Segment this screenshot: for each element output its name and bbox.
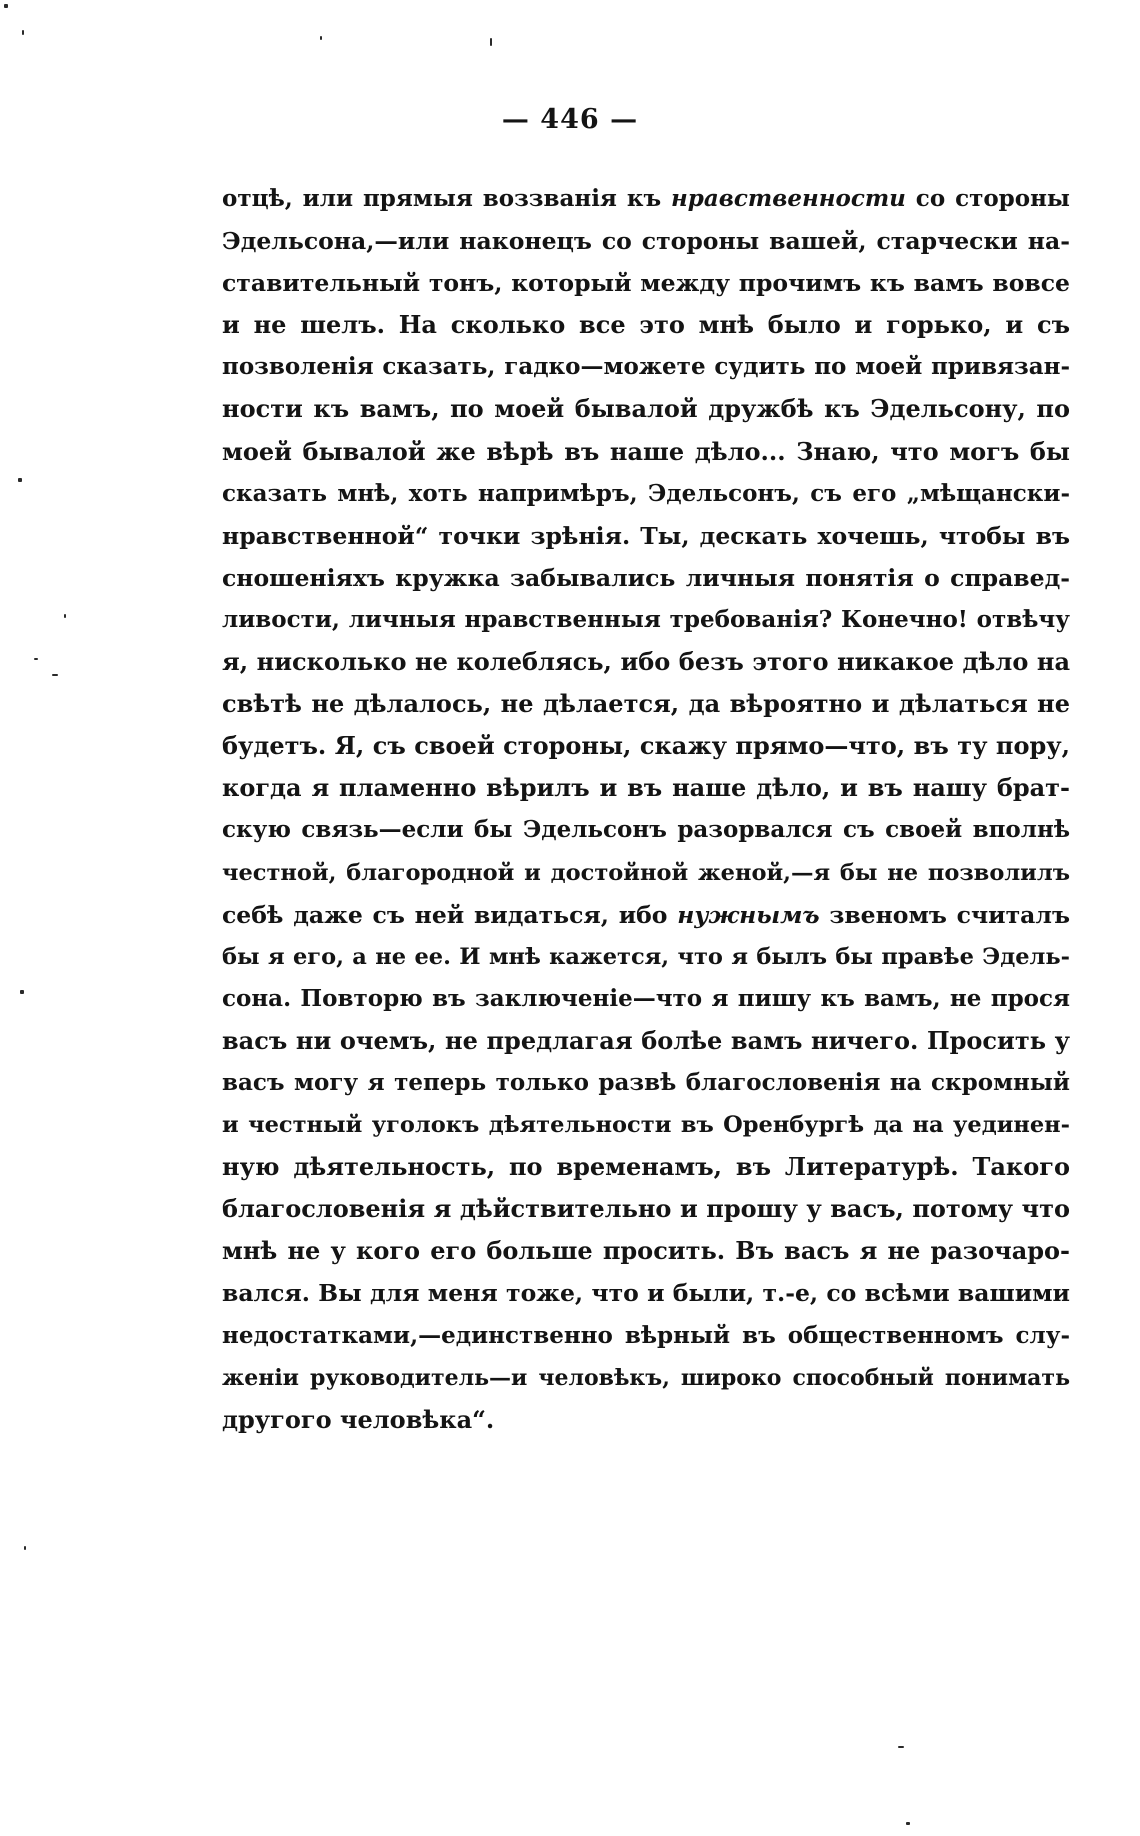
text-line bbox=[222, 1188, 1070, 1230]
text-segment: бы я его, а не ее. И мнѣ кажется, что я былъ бы правѣе Эдель- bbox=[222, 943, 1070, 970]
text-segment: и честный уголокъ дѣятельности въ Оренбургѣ да на уединен- bbox=[222, 1112, 1070, 1139]
scan-speck bbox=[898, 1746, 904, 1748]
text-segment: отцѣ, или прямыя воззванія къ bbox=[222, 185, 672, 212]
text-segment: позволенія сказать, гадко—можете судить по моей привязан- bbox=[222, 353, 1070, 381]
text-line bbox=[222, 346, 1070, 388]
text-line bbox=[222, 1272, 1070, 1314]
scan-speck bbox=[490, 38, 492, 46]
text-segment: скую связь—если бы Эдельсонъ разорвался съ своей вполнѣ bbox=[222, 816, 1070, 844]
text-line bbox=[222, 178, 1070, 220]
text-segment: васъ могу я теперь только развѣ благословенія на скромный bbox=[222, 1068, 1070, 1096]
text-segment: когда я пламенно вѣрилъ и въ наше дѣло, и въ нашу брат- bbox=[222, 773, 1070, 803]
text-line bbox=[222, 599, 1070, 641]
text-segment: нравственной“ точки зрѣнія. Ты, дескать хочешь, чтобы въ bbox=[222, 521, 1070, 550]
text-line bbox=[222, 809, 1070, 851]
scan-speck bbox=[906, 1822, 910, 1825]
scan-speck bbox=[64, 614, 66, 618]
scan-speck bbox=[22, 30, 24, 35]
text-line bbox=[222, 262, 1070, 304]
text-line bbox=[222, 1399, 1070, 1441]
text-line bbox=[222, 767, 1070, 809]
text-line bbox=[222, 388, 1070, 430]
scan-speck bbox=[320, 36, 322, 40]
text-segment: свѣтѣ не дѣлалось, не дѣлается, да вѣроятно и дѣлаться не bbox=[222, 689, 1070, 719]
text-line bbox=[222, 936, 1070, 978]
text-segment: со стороны bbox=[905, 185, 1070, 212]
text-segment: мнѣ не у кого его больше просить. Въ васъ я не разочаро- bbox=[222, 1236, 1070, 1266]
scan-speck bbox=[52, 674, 58, 676]
text-segment: Эдельсона,—или наконецъ со стороны вашей, старчески на- bbox=[222, 227, 1070, 256]
italic-text: нравственности bbox=[671, 185, 906, 212]
text-segment: сона. Повторю въ заключеніе—что я пишу къ вамъ, не прося bbox=[222, 984, 1070, 1012]
scan-speck bbox=[18, 478, 22, 482]
text-line bbox=[222, 1020, 1070, 1062]
text-segment: сношеніяхъ кружка забывались личныя понятія о справед- bbox=[222, 563, 1070, 592]
scan-speck bbox=[34, 658, 38, 660]
text-line bbox=[222, 1146, 1070, 1188]
text-line bbox=[222, 304, 1070, 346]
text-line bbox=[222, 725, 1070, 767]
text-line bbox=[222, 978, 1070, 1020]
text-line bbox=[222, 852, 1070, 894]
text-line bbox=[222, 1062, 1070, 1104]
body-text bbox=[222, 178, 1070, 1441]
text-line bbox=[222, 557, 1070, 599]
text-line bbox=[222, 1357, 1070, 1399]
text-segment: другого человѣка“. bbox=[222, 1404, 495, 1434]
scan-speck bbox=[20, 990, 24, 994]
page-number: — 446 — bbox=[501, 104, 639, 135]
text-line bbox=[222, 894, 1070, 936]
text-line bbox=[222, 1230, 1070, 1272]
text-line bbox=[222, 1104, 1070, 1146]
text-line bbox=[222, 431, 1070, 473]
text-segment: честной, благородной и достойной женой,—я бы не позволилъ bbox=[222, 859, 1070, 886]
text-line bbox=[222, 515, 1070, 557]
text-segment: благословенія я дѣйствительно и прошу у васъ, потому что bbox=[222, 1194, 1070, 1224]
text-line bbox=[222, 473, 1070, 515]
text-segment: будетъ. Я, съ своей стороны, скажу прямо—что, въ ту пору, bbox=[222, 731, 1070, 761]
text-segment: недостатками,—единственно вѣрный въ общественномъ слу- bbox=[222, 1321, 1070, 1349]
italic-text: нужнымъ bbox=[677, 900, 820, 929]
text-segment: я, нисколько не колеблясь, ибо безъ этого никакое дѣло на bbox=[222, 647, 1070, 677]
text-line bbox=[222, 1315, 1070, 1357]
text-segment: звеномъ считалъ bbox=[819, 900, 1070, 929]
text-segment: васъ ни очемъ, не предлагая болѣе вамъ ничего. Просить у bbox=[222, 1025, 1070, 1055]
text-segment: вался. Вы для меня тоже, что и были, т.-е, со всѣми вашими bbox=[222, 1279, 1070, 1308]
text-segment: ную дѣятельность, по временамъ, въ Литературѣ. Такого bbox=[222, 1152, 1070, 1182]
text-segment: ливости, личныя нравственныя требованія? Конечно! отвѣчу bbox=[222, 605, 1070, 633]
text-segment: сказать мнѣ, хоть напримѣръ, Эдельсонъ, съ его „мѣщански- bbox=[222, 479, 1070, 507]
scan-speck bbox=[24, 1546, 26, 1550]
text-segment: ности къ вамъ, по моей бывалой дружбѣ къ Эдельсону, по bbox=[222, 394, 1070, 424]
text-line bbox=[222, 220, 1070, 262]
scan-speck bbox=[4, 4, 8, 8]
text-line bbox=[222, 641, 1070, 683]
text-segment: ставительный тонъ, который между прочимъ къ вамъ вовсе bbox=[222, 269, 1070, 298]
text-segment: и не шелъ. На сколько все это мнѣ было и горько, и съ bbox=[222, 310, 1070, 340]
text-segment: женіи руководитель—и человѣкъ, широко способный понимать bbox=[222, 1364, 1070, 1391]
text-line bbox=[222, 683, 1070, 725]
text-segment: себѣ даже съ ней видаться, ибо bbox=[222, 900, 678, 929]
text-segment: моей бывалой же вѣрѣ въ наше дѣло... Знаю, что могъ бы bbox=[222, 436, 1070, 466]
